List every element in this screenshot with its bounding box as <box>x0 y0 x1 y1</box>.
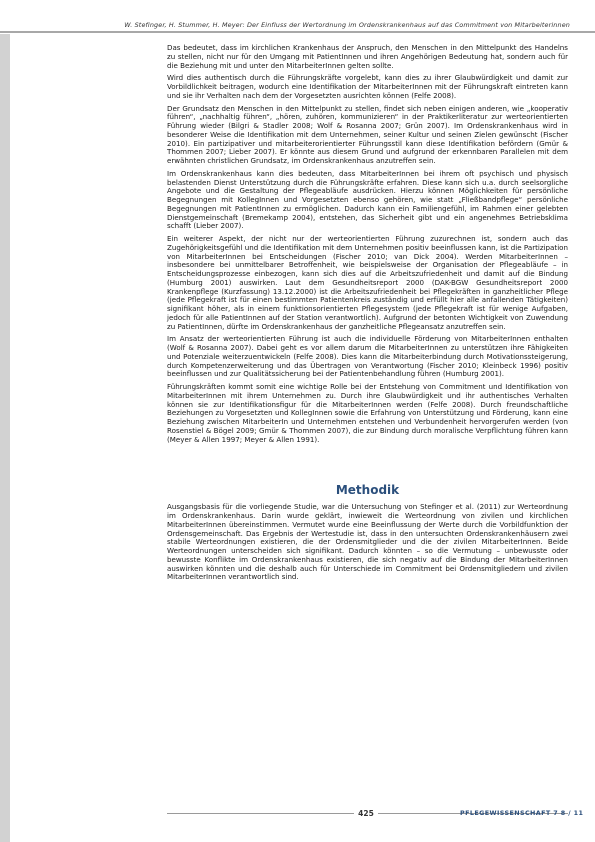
article-body <box>167 44 568 586</box>
paragraph: Der Grundsatz den Menschen in den Mittelpunkt zu stellen, findet sich neben einigen anderen, wie „kooperativ führen“, „nachhaltig führen“, „hören, zuhören, kommunizieren“ in der Praktikerliteratur zur werteorientierten Führung wieder (Bilgri & Stadler 2008; Wolf & Rosanna 2007; Grün 2007). Im Ordenskrankenhaus wird in besonderer Weise die Identifikation mit dem Unternehmen, seiner Kultur und seinen Zielen gewünscht (Fischer 2010). Ein partizipativer und mitarbeiterorientierter Führungsstil kann diese Identifikation befördern (Gmür & Thommen 2007; Lieber 2007). Er könnte aus diesem Grund und aufgrund der erkennbaren Parallelen mit dem erwähnten christlichen Grundsatz, im Ordenskrankenhaus anzutreffen sein. <box>167 103 568 165</box>
page-number: 425 <box>354 808 378 819</box>
header-rule <box>0 31 595 33</box>
paragraph: Im Ordenskrankenhaus kann dies bedeuten, dass MitarbeiterInnen bei ihrem oft psychisch und physisch belastenden Dienst Unterstützung durch die Führungskräfte erfahren. Diese kann sich u.a. durch seelsorgliche Angebote und die Gestaltung der Pflegeabläufe ausdrücken. Hierzu können Möglichkeiten für persönliche Begegnungen mit KollegInnen und Vorgesetzten ebenso gehören, wie statt „Fließbandpflege“ persönliche Begegnungen mit PatientInnen zu ermöglichen. Dadurch kann ein Familiengefühl, im Rahmen einer gelebten Dienstgemeinschaft (Bremekamp 2004), entstehen, das Sicherheit gibt und ein angenehmes Betriebsklima schafft (Lieber 2007). <box>167 168 568 231</box>
running-title: W. Stefinger, H. Stummer, H. Meyer: Der Einfluss der Wertordnung im Ordenskrankenhaus auf das Commitment von Mitarbeiterinnen <box>124 21 570 29</box>
paragraph: Führungskräften kommt somit eine wichtige Rolle bei der Entstehung von Commitment und Identifikation von MitarbeiterInnen mit ihrem Unternehmen zu. Durch ihre Glaubwürdigkeit und ihr authentisches Verhalten können sie zur Identifikationsfigur für die MitarbeiterInnen werden (Felfe 2008). Durch freundschaftliche Beziehungen zu Vorgesetzten und KollegInnen sowie die Erfahrung von Unterstützung und Förderung, kann eine Beziehung zwischen MitarbeiterIn und Unternehmen entstehen und Verbundenheit hervorgerufen werden (von Rosenstiel & Bögel 2009; Gmür & Thommen 2007), die zur Bindung durch moralische Verpflichtung führen kann (Meyer & Allen 1997; Meyer & Allen 1991). <box>167 382 568 444</box>
paragraph: Das bedeutet, dass im kirchlichen Krankenhaus der Anspruch, den Menschen in den Mittelpunkt des Handelns zu stellen, nicht nur für den Umgang mit PatientInnen und ihren Angehörigen Bedeutung hat, sondern auch für die Beziehung mit und unter den MitarbeiterInnen gelten sollte. <box>167 43 568 70</box>
section-heading: Methodik <box>335 483 400 498</box>
paragraph: Ausgangsbasis für die vorliegende Studie, war die Untersuchung von Stefinger et al. (2011) zur Werteordnung im Ordenskrankenhaus. Darin wurde geklärt, inwieweit die Werteordnung von zivilen und kirchlichen MitarbeiterInnen übereinstimmen. Vermutet wurde eine Beeinflussung der Werte durch die Vorbildfunktion der Ordensgemeinschaft. Das Ergebnis der Wertestudie ist, dass in den untersuchten Ordenskrankenhäusern zwei stabile Werteordnungen existieren, die der Ordensmitglieder und die der zivilen MitarbeiterInnen. Beide Werteordnungen unterscheiden sich signifikant. Dadurch könnten – so die Vermutung – unbewusste oder bewusste Konflikte im Ordenskrankenhaus existieren, die sich negativ auf die Bindung der MitarbeiterInnen auswirken könnten und die deshalb auch für Unterschiede im Commitment bei Ordensmitgliedern und zivilen MitarbeiterInnen verantwortlich sind. <box>167 502 568 582</box>
paragraph: Wird dies authentisch durch die Führungskräfte vorgelebt, kann dies zu ihrer Glaubwürdigkeit und damit zur Vorbildlichkeit beitragen, wodurch eine Identifikation der MitarbeiterInnen mit der Führungskraft eintreten kann und sie ihr Verhalten nach dem der Vorgesetzten ausrichten können (Felfe 2008). <box>167 73 568 100</box>
paragraph: Ein weiterer Aspekt, der nicht nur der werteorientierten Führung zuzurechnen ist, sondern auch das Zugehörigkeitsgefühl und die Identifikation mit dem Unternehmen positiv beeinflussen kann, ist die Partizipation von MitarbeiterInnen bei Entscheidungen (Fischer 2010; van Dick 2004). Werden MitarbeiterInnen – insbesondere bei unmittelbarer Betroffenheit, wie beispielsweise der Organisation der Pflegeabläufe – in Entscheidungsprozesse einbezogen, kann sich dies auf die Arbeitszufriedenheit und damit auf die Bindung (Humburg 2001) auswirken. Laut dem Gesundheitsreport 2000 (DAK-BGW Gesundheitsreport 2000 Krankenpflege (Kurzfassung) 13.12.2000) ist die Arbeitszufriedenheit bei Pflegekräften in ganzheitlicher Pflege (jede Pflegekraft ist für einen bestimmten Patientenkreis zuständig und erfüllt hier alle anfallenden Tätigkeiten) signifikant höher, als in einem funktionsorientierten Pflegesystem (jede Pflegekraft ist für wenige Aufgaben, jedoch für alle PatientInnen auf der Station verantwortlich). Aufgrund der betonten Wichtigkeit von Zuwendung zu PatientInnen, dürfte im Ordenskrankenhaus der ganzheitliche Pflegeansatz anzutreffen sein. <box>167 234 568 331</box>
running-header <box>0 0 595 34</box>
paragraph: Im Ansatz der werteorientierten Führung ist auch die individuelle Förderung von MitarbeiterInnen enthalten (Wolf & Rosanna 2007). Dabei geht es vor allem darum die MitarbeiterInnen zu unterstützen ihre Fähigkeiten und Potenziale weiterzuentwickeln (Felfe 2008). Dies kann die Mitarbeiterbindung durch Motivationssteigerung, durch Kompetenzerweiterung und das Übertragen von Verantwortung (Fischer 2010; Kleinbeck 1996) positiv beeinflussen und zur Qualitätssicherung bei der Patientenbehandlung führen (Humburg 2001). <box>167 334 568 379</box>
journal-name: PFLEGEWISSENSCHAFT 7 8 / 11 <box>460 809 584 817</box>
side-band <box>0 34 10 842</box>
